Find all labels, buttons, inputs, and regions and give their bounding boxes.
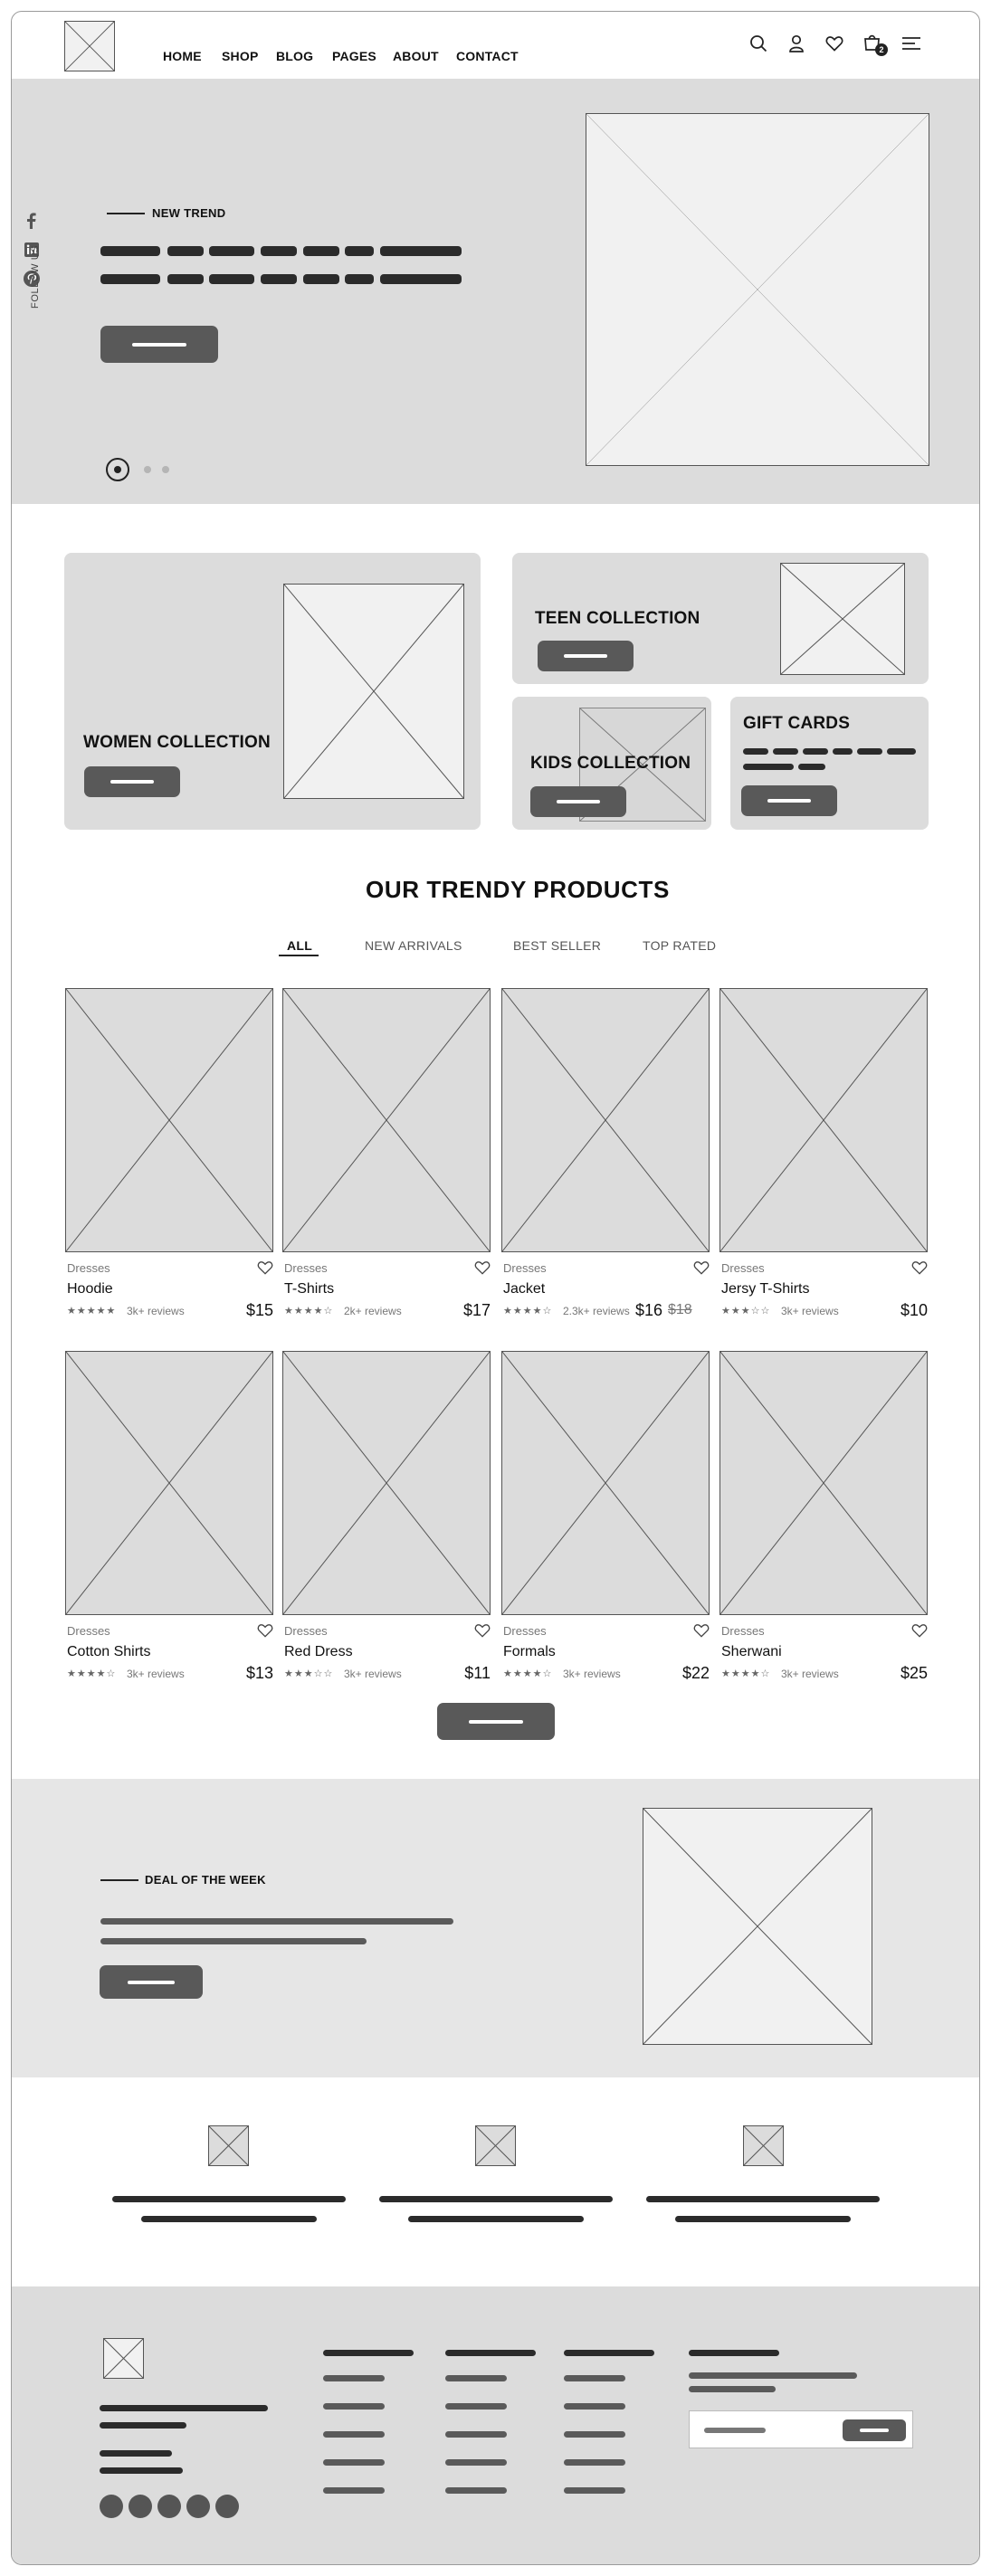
feature-text-line	[408, 2216, 584, 2222]
footer-link[interactable]	[323, 2375, 385, 2381]
feature-text-line	[141, 2216, 317, 2222]
feature-title-line	[379, 2196, 613, 2202]
footer-column-heading	[445, 2350, 536, 2356]
footer-about-line	[100, 2422, 186, 2429]
product-rating-stars: ★★★★☆	[503, 1668, 553, 1679]
product-category: Dresses	[284, 1261, 328, 1275]
footer-about-line	[100, 2467, 183, 2474]
hero-kicker: NEW TREND	[152, 206, 226, 220]
footer-about-line	[100, 2405, 268, 2411]
tab-all-underline	[279, 955, 319, 956]
deal-text-line	[100, 1938, 367, 1944]
footer-link[interactable]	[564, 2403, 625, 2410]
product-rating-stars: ★★★★☆	[503, 1306, 553, 1317]
feature-icon-placeholder	[743, 2125, 784, 2166]
hero-kicker-line	[107, 213, 145, 214]
product-category: Dresses	[67, 1261, 110, 1275]
nav-pages[interactable]: PAGES	[332, 49, 376, 63]
footer-social-icon[interactable]	[100, 2495, 123, 2518]
footer-social-icon[interactable]	[129, 2495, 152, 2518]
hero-banner	[12, 79, 980, 504]
footer-link[interactable]	[323, 2459, 385, 2466]
product-rating-stars: ★★★★★	[67, 1306, 117, 1317]
product-image[interactable]	[282, 1351, 491, 1615]
product-price: $15	[245, 1301, 273, 1319]
product-category: Dresses	[503, 1624, 547, 1638]
product-category: Dresses	[284, 1624, 328, 1638]
product-rating-stars: ★★★☆☆	[721, 1306, 771, 1317]
nav-shop[interactable]: SHOP	[222, 49, 259, 63]
product-image[interactable]	[65, 988, 273, 1252]
product-reviews: 3k+ reviews	[344, 1668, 402, 1680]
hero-headline-word	[303, 246, 339, 256]
product-rating-stars: ★★★★☆	[67, 1668, 117, 1679]
hero-headline-word	[380, 274, 462, 284]
footer-link[interactable]	[323, 2431, 385, 2438]
slide-dot-active[interactable]	[106, 458, 129, 481]
footer-link[interactable]	[564, 2375, 625, 2381]
hero-headline-word	[167, 246, 204, 256]
feature-text-line	[675, 2216, 851, 2222]
teen-collection-title	[535, 609, 700, 629]
product-category: Dresses	[721, 1261, 765, 1275]
product-wishlist-heart-icon[interactable]	[911, 1623, 928, 1638]
product-name[interactable]: Hoodie	[67, 1281, 113, 1297]
gift-cards-card[interactable]	[730, 697, 929, 830]
women-collection-card[interactable]	[64, 553, 481, 830]
hero-headline-word	[345, 246, 374, 256]
product-card[interactable]	[501, 1351, 710, 1687]
product-wishlist-heart-icon[interactable]	[474, 1260, 491, 1275]
footer-link[interactable]	[323, 2487, 385, 2494]
product-image[interactable]	[65, 1351, 273, 1615]
slide-dot[interactable]	[162, 466, 169, 473]
gift-cards-text-line	[743, 748, 768, 755]
product-price: $16	[635, 1301, 663, 1319]
product-reviews: 3k+ reviews	[127, 1668, 185, 1680]
footer-social-icon[interactable]	[186, 2495, 210, 2518]
product-wishlist-heart-icon[interactable]	[693, 1623, 710, 1638]
wishlist-heart-icon[interactable]	[825, 35, 843, 52]
hero-headline-word	[261, 246, 297, 256]
product-old-price: $18	[668, 1302, 692, 1317]
product-card[interactable]	[65, 1351, 273, 1687]
product-card[interactable]	[65, 988, 273, 1325]
footer-link[interactable]	[445, 2375, 507, 2381]
footer-column-heading	[323, 2350, 414, 2356]
deal-image-placeholder	[643, 1808, 872, 2045]
hero-headline-word	[261, 274, 297, 284]
hero-headline-word	[100, 274, 160, 284]
product-price: $17	[462, 1301, 491, 1319]
nav-contact[interactable]: CONTACT	[456, 49, 519, 63]
hero-cta-button[interactable]	[100, 326, 218, 363]
footer-link[interactable]	[323, 2403, 385, 2410]
products-section-title: OUR TRENDY PRODUCTS	[366, 876, 670, 903]
teen-collection-button[interactable]	[538, 641, 634, 671]
tab-all[interactable]: ALL	[287, 938, 313, 953]
tab-top-rated[interactable]: TOP RATED	[643, 938, 717, 953]
product-wishlist-heart-icon[interactable]	[911, 1260, 928, 1275]
deal-text-line	[100, 1918, 453, 1925]
gift-cards-text-line	[857, 748, 882, 755]
kids-collection-title: KIDS COLLECTION	[530, 754, 691, 773]
gift-cards-text-line	[773, 748, 798, 755]
product-category: Dresses	[721, 1624, 765, 1638]
site-footer	[12, 2286, 980, 2565]
gift-cards-text-line	[887, 748, 916, 755]
footer-link[interactable]	[564, 2431, 625, 2438]
footer-link[interactable]	[445, 2487, 507, 2494]
product-name[interactable]: Cotton Shirts	[67, 1644, 151, 1659]
feature-icon-placeholder	[208, 2125, 249, 2166]
product-image[interactable]	[719, 1351, 928, 1615]
footer-link[interactable]	[564, 2487, 625, 2494]
footer-logo[interactable]	[103, 2338, 144, 2379]
product-reviews: 3k+ reviews	[127, 1305, 185, 1317]
footer-about-line	[100, 2450, 172, 2457]
hero-headline-word	[100, 246, 160, 256]
product-rating-stars: ★★★★☆	[721, 1668, 771, 1679]
product-image[interactable]	[501, 988, 710, 1252]
nav-blog[interactable]: BLOG	[276, 49, 314, 63]
product-name[interactable]: Sherwani	[721, 1644, 782, 1659]
product-reviews: 2.3k+ reviews	[563, 1305, 630, 1317]
hero-headline-word	[209, 246, 254, 256]
kids-collection-card[interactable]	[512, 697, 711, 830]
product-price: $11	[464, 1664, 491, 1682]
teen-collection-card[interactable]	[512, 553, 929, 684]
product-wishlist-heart-icon[interactable]	[257, 1623, 273, 1638]
hero-image-placeholder	[586, 113, 929, 466]
women-collection-button[interactable]	[84, 766, 180, 797]
product-rating-stars: ★★★☆☆	[284, 1668, 334, 1679]
footer-link[interactable]	[445, 2431, 507, 2438]
newsletter-input-placeholder	[704, 2428, 766, 2433]
gift-cards-title: GIFT CARDS	[743, 714, 851, 733]
product-price: $25	[900, 1664, 928, 1682]
product-price: $22	[681, 1664, 710, 1682]
product-name[interactable]: Jersy T-Shirts	[721, 1281, 810, 1297]
nav-about[interactable]: ABOUT	[393, 49, 439, 63]
slide-dot[interactable]	[144, 466, 151, 473]
hero-headline-word	[345, 274, 374, 284]
tab-new-arrivals[interactable]: NEW ARRIVALS	[365, 938, 462, 953]
hero-headline-word	[209, 274, 254, 284]
product-card[interactable]	[719, 988, 928, 1325]
hero-headline-word	[167, 274, 204, 284]
product-name[interactable]: Red Dress	[284, 1644, 353, 1659]
teen-collection-title-bold: TEEN	[535, 609, 582, 628]
footer-column-heading	[564, 2350, 654, 2356]
feature-title-line	[112, 2196, 346, 2202]
product-reviews: 3k+ reviews	[781, 1305, 839, 1317]
footer-link[interactable]	[445, 2403, 507, 2410]
gift-cards-text-line	[803, 748, 828, 755]
newsletter-subscribe-button[interactable]	[843, 2419, 906, 2441]
footer-social-icon[interactable]	[215, 2495, 239, 2518]
newsletter-text-line	[689, 2372, 857, 2379]
product-price: $10	[900, 1301, 928, 1319]
deal-kicker: DEAL OF THE WEEK	[145, 1873, 266, 1887]
gift-cards-text-line	[743, 764, 794, 770]
tab-best-seller[interactable]: BEST SELLER	[513, 938, 602, 953]
product-reviews: 3k+ reviews	[563, 1668, 621, 1680]
search-icon[interactable]	[749, 34, 767, 52]
product-wishlist-heart-icon[interactable]	[474, 1623, 491, 1638]
follow-us-label: FOLLOW US	[30, 244, 41, 309]
product-image[interactable]	[501, 1351, 710, 1615]
product-reviews: 3k+ reviews	[781, 1668, 839, 1680]
footer-link[interactable]	[564, 2459, 625, 2466]
site-logo[interactable]	[64, 21, 115, 71]
teen-collection-title-rest: COLLECTION	[581, 609, 700, 628]
page-frame	[11, 11, 980, 2565]
newsletter-email-input[interactable]	[689, 2410, 913, 2448]
gift-cards-text-line	[798, 764, 825, 770]
product-image[interactable]	[719, 988, 928, 1252]
load-more-button[interactable]	[437, 1703, 555, 1740]
teen-collection-image	[780, 563, 905, 675]
product-image[interactable]	[282, 988, 491, 1252]
menu-icon[interactable]	[902, 36, 920, 51]
product-name[interactable]: Formals	[503, 1644, 556, 1659]
product-price: $13	[245, 1664, 273, 1682]
nav-home[interactable]: HOME	[163, 49, 202, 63]
product-card[interactable]	[719, 1351, 928, 1687]
product-category: Dresses	[503, 1261, 547, 1275]
kids-collection-button[interactable]	[530, 786, 626, 817]
footer-social-icon[interactable]	[157, 2495, 181, 2518]
product-category: Dresses	[67, 1624, 110, 1638]
feature-icon-placeholder	[475, 2125, 516, 2166]
product-card[interactable]	[282, 988, 491, 1325]
facebook-icon[interactable]	[24, 213, 37, 229]
product-wishlist-heart-icon[interactable]	[257, 1260, 273, 1275]
deal-kicker-line	[100, 1879, 138, 1881]
cart-count-badge: 2	[875, 43, 888, 56]
product-card[interactable]	[501, 988, 710, 1325]
product-name[interactable]: T-Shirts	[284, 1281, 335, 1297]
deal-of-the-week-section	[12, 1779, 980, 2077]
women-collection-image	[283, 584, 464, 799]
product-reviews: 2k+ reviews	[344, 1305, 402, 1317]
user-icon[interactable]	[788, 34, 805, 52]
hero-headline-word	[380, 246, 462, 256]
product-name[interactable]: Jacket	[503, 1281, 546, 1297]
gift-cards-text-line	[833, 748, 853, 755]
feature-title-line	[646, 2196, 880, 2202]
footer-link[interactable]	[445, 2459, 507, 2466]
newsletter-heading	[689, 2350, 779, 2356]
newsletter-text-line	[689, 2386, 776, 2392]
deal-cta-button[interactable]	[100, 1965, 203, 1999]
product-rating-stars: ★★★★☆	[284, 1306, 334, 1317]
product-card[interactable]	[282, 1351, 491, 1687]
hero-headline-word	[303, 274, 339, 284]
product-wishlist-heart-icon[interactable]	[693, 1260, 710, 1275]
women-collection-title: WOMEN COLLECTION	[83, 733, 271, 752]
gift-cards-button[interactable]	[741, 785, 837, 816]
